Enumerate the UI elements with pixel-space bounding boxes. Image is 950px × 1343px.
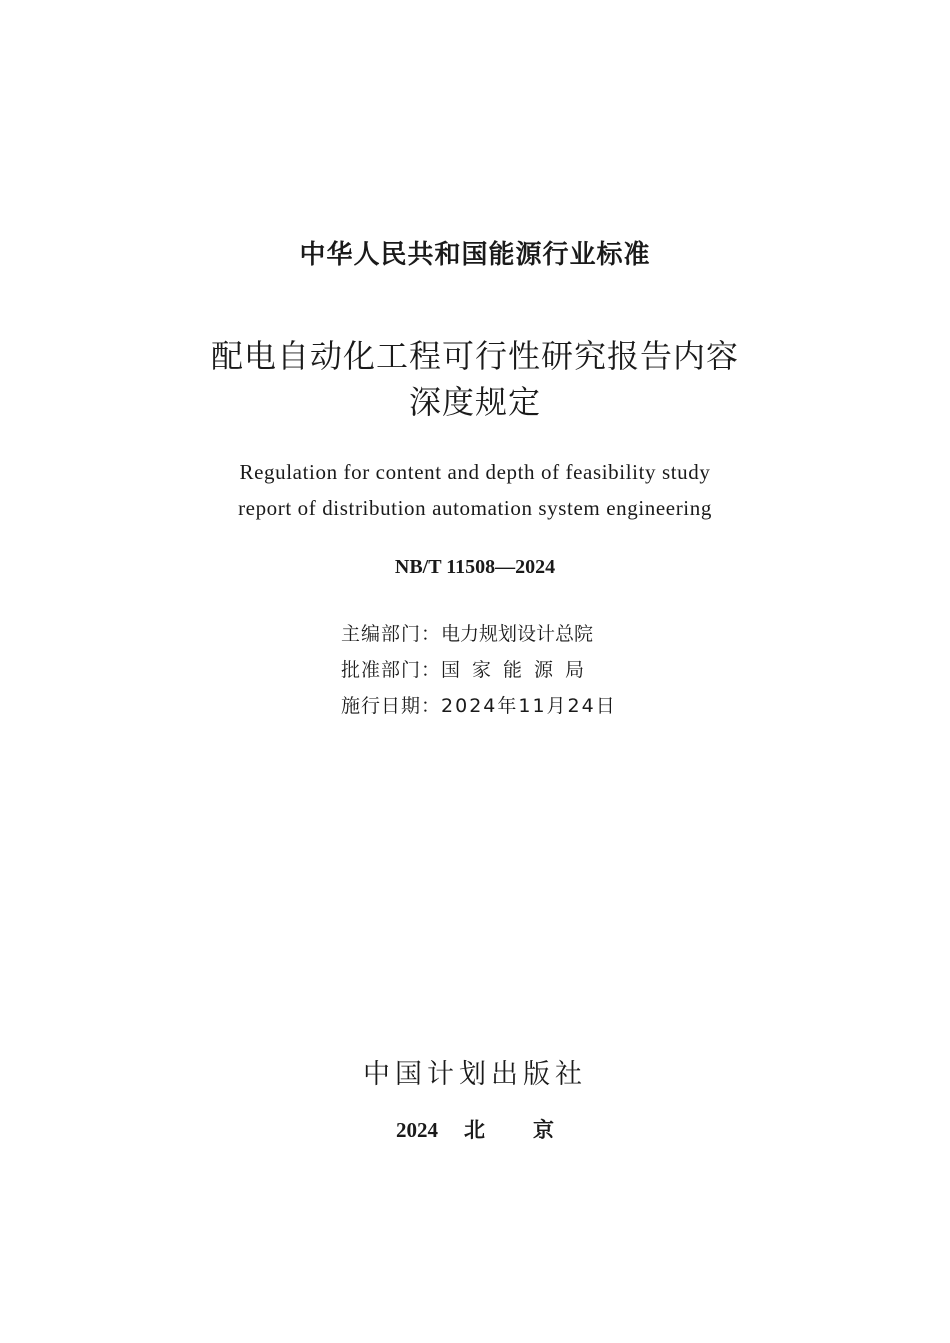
editor-row [341,616,617,652]
title-chinese-line1: 配电自动化工程可行性研究报告内容 [210,337,739,375]
title-english-line2: report of distribution automation system engineering [238,496,712,520]
title-english-line1: Regulation for content and depth of feasibility study [239,460,711,484]
publication-city: 北京 [464,1118,602,1142]
editor-label: 主编部门： [341,623,442,645]
effective-date-value: 2024年11月24日 [441,695,617,717]
approver-label: 批准部门： [341,659,442,681]
approver-row [341,652,617,688]
standard-metadata [341,616,617,724]
publication-place [0,1114,950,1144]
title-chinese [0,333,950,425]
effective-date-label: 施行日期： [341,695,442,717]
effective-date-row [341,688,617,724]
title-chinese-line2: 深度规定 [408,383,541,421]
publication-year: 2024 [396,1118,438,1142]
standard-type-heading: 中华人民共和国能源行业标准 [299,240,651,270]
title-english [0,454,950,526]
standard-code: NB/T 11508—2024 [394,556,556,578]
publisher-name: 中国计划出版社 [363,1059,587,1090]
approver-value: 国家能源局 [441,659,597,681]
editor-value: 电力规划设计总院 [441,623,594,645]
